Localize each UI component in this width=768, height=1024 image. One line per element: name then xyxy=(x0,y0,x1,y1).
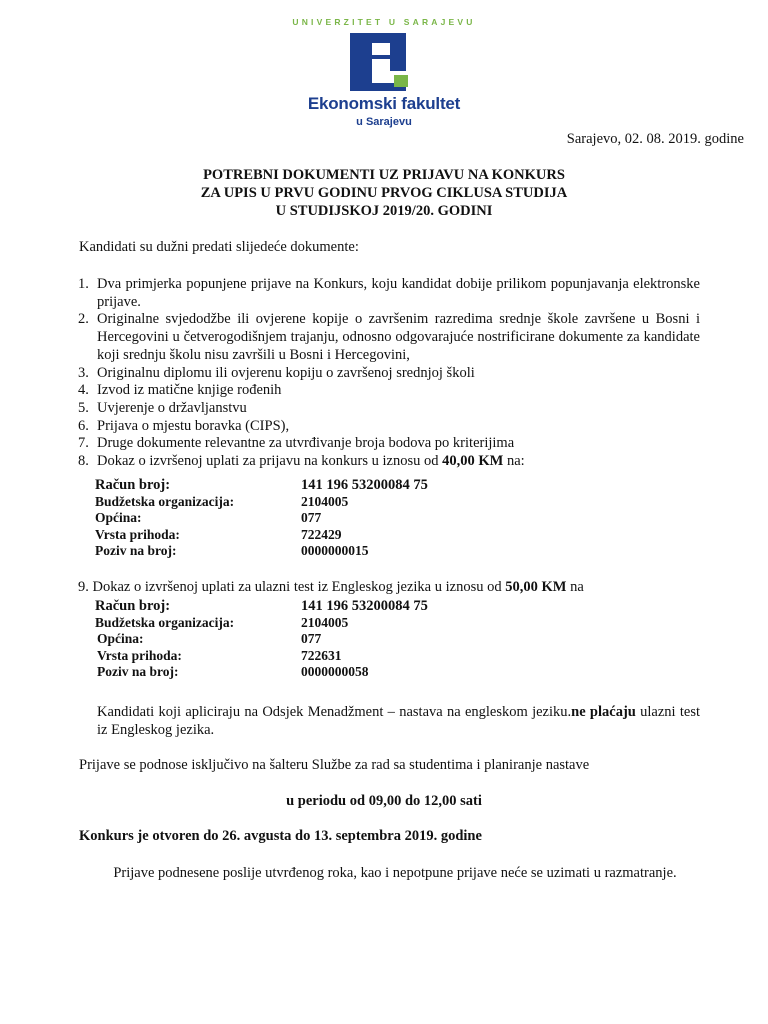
item-text: Druge dokumente relevantne za utvrđivanje broja bodova po kriterijima xyxy=(97,435,515,452)
item-number: 2. xyxy=(78,311,89,328)
payment-value: 722429 xyxy=(301,526,342,542)
list-item xyxy=(78,453,700,471)
list-item xyxy=(78,311,700,364)
title-line: ZA UPIS U PRVU GODINU PRVOG CIKLUSA STUDIJA xyxy=(200,185,568,201)
title-line: U STUDIJSKOJ 2019/20. GODINI xyxy=(275,203,493,219)
payment-value: 2104005 xyxy=(301,614,349,630)
item-number: 3. xyxy=(78,364,89,381)
faculty-name: Ekonomski fakultet xyxy=(307,94,461,113)
university-name: UNIVERZITET U SARAJEVU xyxy=(292,17,476,27)
item-text-end: na xyxy=(566,579,584,595)
item-number: 9. xyxy=(78,579,89,595)
payment-label: Općina: xyxy=(95,510,142,525)
payment-label: Budžetska organizacija: xyxy=(95,614,235,630)
payment-value: 0000000015 xyxy=(301,543,369,558)
faculty-logo-icon xyxy=(350,33,418,91)
item-text: Originalne svjedodžbe ili ovjerene kopije o završenim razredima srednje škole završene u Bosni i Hercegovini u četverogodišnjem trajanju, odnosno odgovarajuće nostrificirane dokumente za kandidate koji srednju školu nisu završili u Bosni i Hercegovini, xyxy=(97,311,700,363)
submission-info: Prijave se podnose isključivo na šalteru Službe za rad sa studentima i planiranje nastave xyxy=(79,757,590,773)
payment-label: Račun broj: xyxy=(95,598,171,614)
late-applications-notice: Prijave podnesene poslije utvrđenog roka, kao i nepotpune prijave neće se uzimati u razmatranje. xyxy=(113,865,677,881)
payment-label: Račun broj: xyxy=(95,477,171,493)
intro-text: Kandidati su dužni predati slijedeće dokumente: xyxy=(79,239,359,255)
payment-label: Vrsta prihoda: xyxy=(97,647,182,663)
list-item xyxy=(78,365,700,383)
item-number: 8. xyxy=(78,453,89,470)
item-number: 6. xyxy=(78,417,89,434)
item-text: Dokaz o izvršenoj uplati za ulazni test iz Engleskog jezika u iznosu od xyxy=(92,579,506,595)
item-number: 7. xyxy=(78,435,89,452)
payment-label: Budžetska organizacija: xyxy=(95,493,235,509)
payment-label: Poziv na broj: xyxy=(95,543,177,558)
competition-dates: Konkurs je otvoren do 26. avgusta do 13. septembra 2019. godine xyxy=(79,828,482,844)
document-title xyxy=(0,166,768,220)
item-text: Izvod iz matične knjige rođenih xyxy=(97,382,282,399)
item-text: Originalnu diplomu ili ovjerenu kopiju o završenoj srednjoj školi xyxy=(97,364,475,381)
item-text: Prijava o mjestu boravka (CIPS), xyxy=(97,417,290,434)
payment-label: Vrsta prihoda: xyxy=(95,526,180,542)
dateline: Sarajevo, 02. 08. 2019. godine xyxy=(566,131,744,147)
list-item xyxy=(78,579,584,596)
item-number: 1. xyxy=(78,276,89,292)
payment-value: 141 196 53200084 75 xyxy=(301,477,428,493)
payment-label: Općina: xyxy=(97,631,144,646)
list-item xyxy=(78,382,700,400)
payment-amount: 40,00 KM xyxy=(442,453,504,470)
note-text-end: ulazni test iz Engleskog jezika. xyxy=(97,704,701,738)
payment-amount: 50,00 KM xyxy=(505,579,567,595)
payment-value: 077 xyxy=(301,510,322,525)
payment-label: Poziv na broj: xyxy=(97,664,179,679)
item-number: 5. xyxy=(78,399,89,416)
english-test-note xyxy=(97,703,700,739)
office-hours: u periodu od 09,00 do 12,00 sati xyxy=(286,793,482,809)
payment-value: 0000000058 xyxy=(301,664,369,679)
item-number: 4. xyxy=(78,382,89,399)
item-text: Dva primjerka popunjene prijave na Konkurs, koju kandidat dobije prilikom popunjavanja elektronske prijave. xyxy=(97,276,700,310)
note-text: Kandidati koji apliciraju na Odsjek Menadžment – nastava na engleskom jeziku. xyxy=(97,704,572,720)
payment-value: 141 196 53200084 75 xyxy=(301,598,428,614)
documents-list xyxy=(78,276,700,471)
list-item xyxy=(78,418,700,436)
title-line: POTREBNI DOKUMENTI UZ PRIJAVU NA KONKURS xyxy=(203,167,565,183)
list-item xyxy=(78,435,700,453)
faculty-city: u Sarajevu xyxy=(356,116,412,128)
item-text: Uvjerenje o državljanstvu xyxy=(97,399,247,416)
list-item xyxy=(78,400,700,418)
note-emphasis: ne plaćaju xyxy=(571,704,636,720)
item-text-end: na: xyxy=(503,453,525,470)
payment-value: 722631 xyxy=(301,647,342,663)
list-item xyxy=(78,276,700,311)
payment-value: 077 xyxy=(301,631,322,646)
payment-value: 2104005 xyxy=(301,493,349,509)
item-text: Dokaz o izvršenoj uplati za prijavu na konkurs u iznosu od xyxy=(97,453,443,470)
